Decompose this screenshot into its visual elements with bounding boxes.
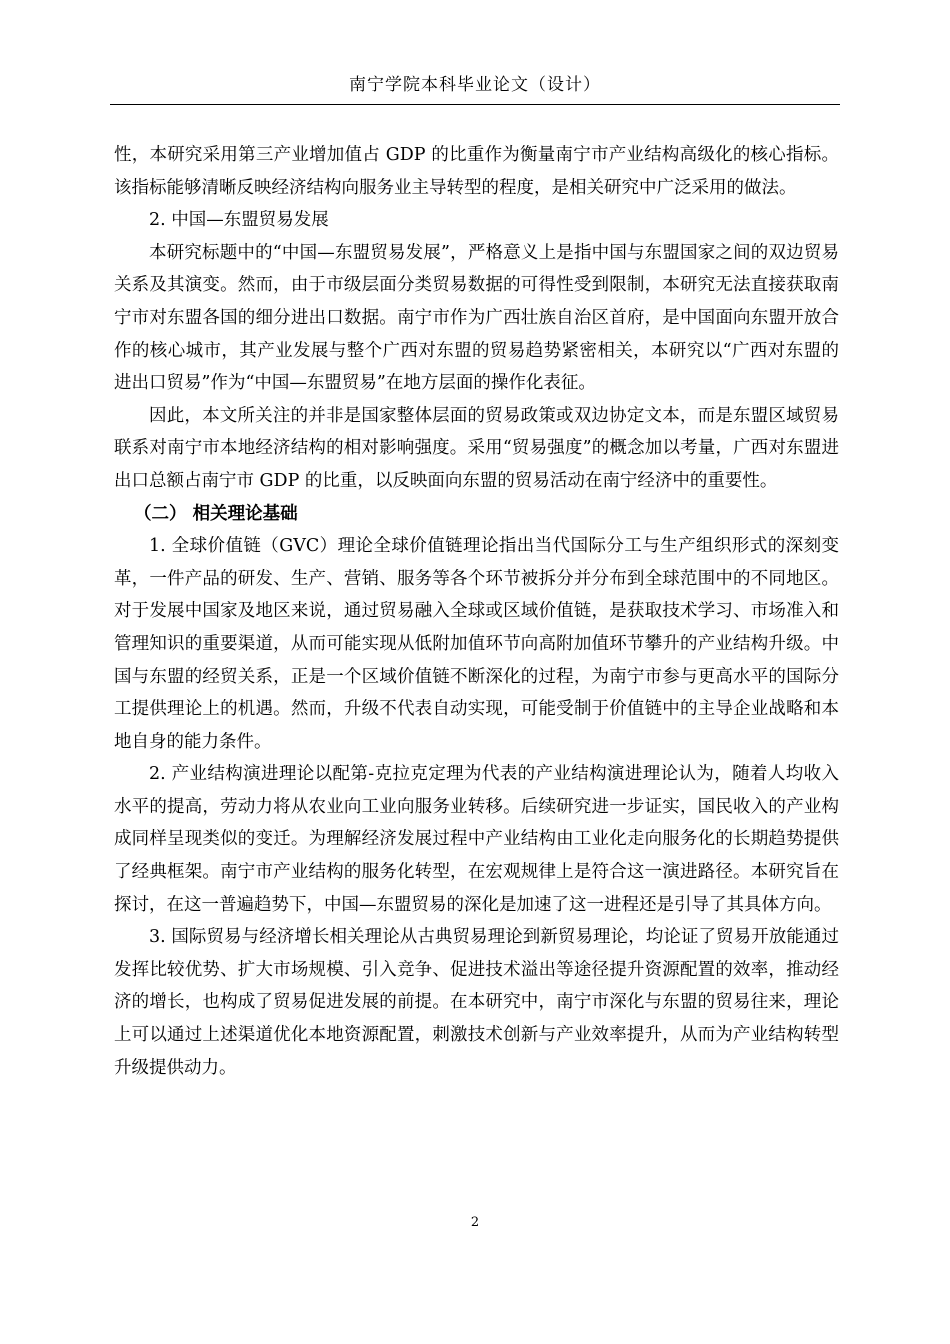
paragraph-trade-growth-theory: 3. 国际贸易与经济增长相关理论从古典贸易理论到新贸易理论，均论证了贸易开放能通过发挥比较优势、扩大市场规模、引入竞争、促进技术溢出等途径提升资源配置的效率，推动经济的增长，也构成了贸易促进发展的前提。在本研究中，南宁市深化与东盟的贸易往来，理论上可以通过上述渠道优化本地资源配置，刺激技术创新与产业效率提升，从而为产业结构转型升级提供动力。 — [114, 927, 839, 1078]
page-number: 2 — [470, 1215, 480, 1230]
paragraph-trade-definition: 本研究标题中的“中国—东盟贸易发展”，严格意义上是指中国与东盟国家之间的双边贸易关系及其演变。然而，由于市级层面分类贸易数据的可得性受到限制，本研究无法直接获取南宁市对东盟各国的细分进出口数据。南宁市作为广西壮族自治区首府，是中国面向东盟开放合作的核心城市，其产业发展与整个广西对东盟的贸易趋势紧密相关，本研究以“广西对东盟的进出口贸易”作为“中国—东盟贸易”在地方层面的操作化表征。 — [114, 242, 839, 394]
subheading-china-asean-trade: 2. 中国—东盟贸易发展 — [149, 210, 329, 231]
paragraph-industrial-structure-theory: 2. 产业结构演进理论以配第-克拉克定理为代表的产业结构演进理论认为，随着人均收入水平的提高，劳动力将从农业向工业向服务业转移。后续研究进一步证实，国民收入的产业构成同样呈现类似的变迁。为理解经济发展过程中产业结构由工业化走向服务化的长期趋势提供了经典框架。南宁市产业结构的服务化转型，在宏观规律上是符合这一演进路径。本研究旨在探讨，在这一普遍趋势下，中国—东盟贸易的深化是加速了这一进程还是引导了其具体方向。 — [114, 764, 839, 915]
paragraph-trade-intensity: 因此，本文所关注的并非是国家整体层面的贸易政策或双边协定文本，而是东盟区域贸易联系对南宁市本地经济结构的相对影响强度。采用“贸易强度”的概念加以考量，广西对东盟进出口总额占南宁市 GDP 的比重，以反映面向东盟的贸易活动在南宁经济中的重要性。 — [114, 405, 839, 491]
page-header — [110, 66, 840, 105]
header-title: 南宁学院本科毕业论文（设计） — [349, 75, 601, 95]
paragraph-continuation: 性，本研究采用第三产业增加值占 GDP 的比重作为衡量南宁市产业结构高级化的核心指标。该指标能够清晰反映经济结构向服务业主导转型的程度，是相关研究中广泛采用的做法。 — [114, 145, 839, 198]
paragraph-gvc-theory: 1. 全球价值链（GVC）理论全球价值链理论指出当代国际分工与生产组织形式的深刻变革，一件产品的研发、生产、营销、服务等各个环节被拆分并分布到全球范围中的不同地区。对于发展中国家及地区来说，通过贸易融入全球或区域价值链，是获取技术学习、市场准入和管理知识的重要渠道，从而可能实现从低附加值环节向高附加值环节攀升的产业结构升级。中国与东盟的经贸关系，正是一个区域价值链不断深化的过程，为南宁市参与更高水平的国际分工提供理论上的机遇。然而，升级不代表自动实现，可能受制于价值链中的主导企业战略和本地自身的能力条件。 — [114, 536, 839, 752]
section-heading-theory: （二） 相关理论基础 — [134, 503, 298, 524]
document-body — [114, 139, 839, 1084]
